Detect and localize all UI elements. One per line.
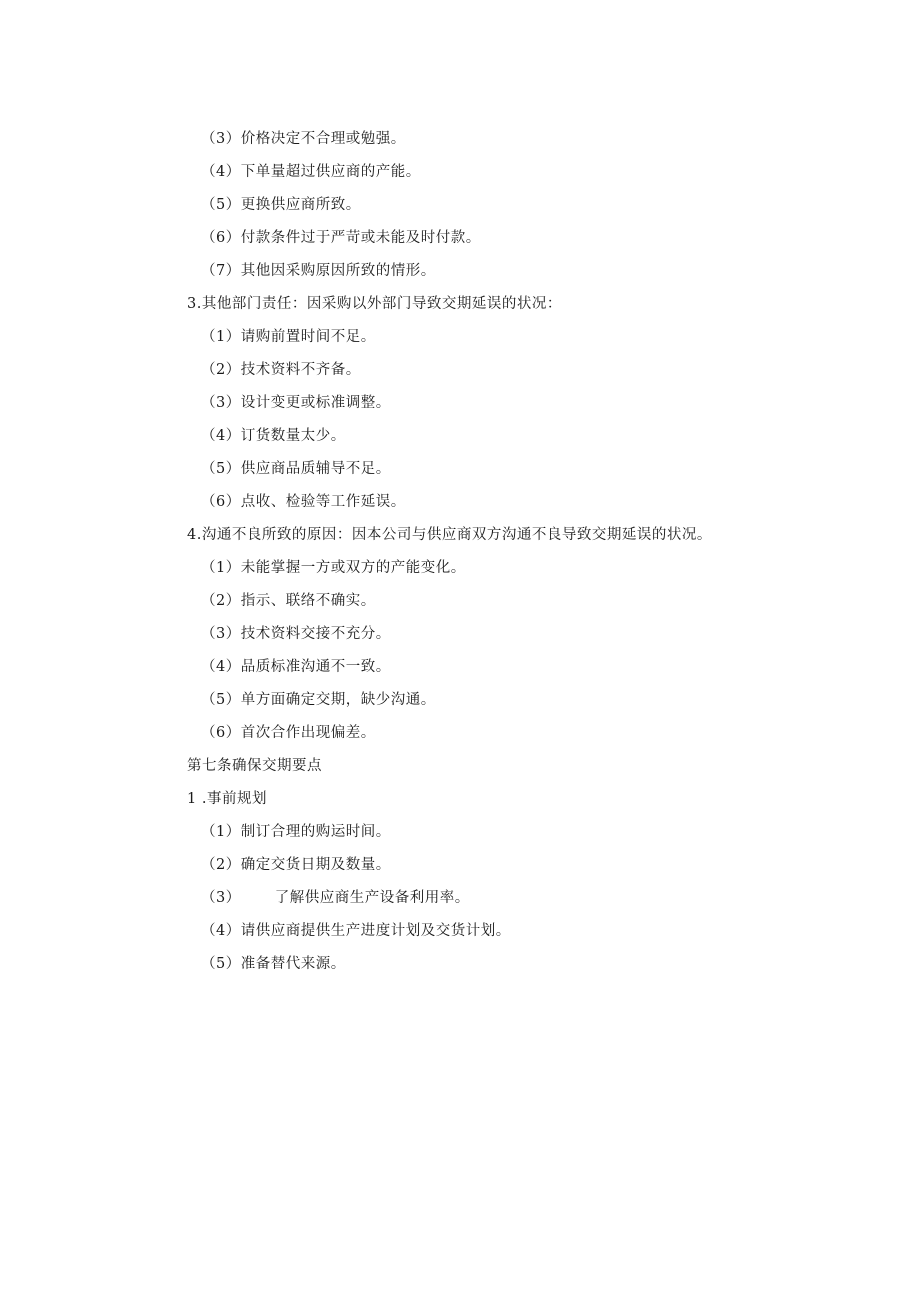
list-item: （4）品质标准沟通不一致。 [201, 659, 391, 675]
list-item: （5）更换供应商所致。 [201, 197, 361, 213]
list-item: （4）下单量超过供应商的产能。 [201, 164, 421, 180]
list-item: （1）请购前置时间不足。 [201, 329, 376, 345]
list-item-text: 了解供应商生产设备利用率。 [274, 890, 470, 906]
list-item: （7）其他因采购原因所致的情形。 [201, 263, 436, 279]
list-item: （4）请供应商提供生产进度计划及交货计划。 [201, 923, 511, 939]
list-item [0, 884, 920, 917]
list-item: （5）准备替代来源。 [201, 956, 346, 972]
list-item-number: （3） [201, 890, 241, 906]
list-item: （3）技术资料交接不充分。 [201, 626, 391, 642]
list-item: （1）制订合理的购运时间。 [201, 824, 391, 840]
section-heading: 1 .事前规划 [187, 791, 267, 807]
list-item: （2）指示、联络不确实。 [201, 593, 376, 609]
list-item: （5）单方面确定交期，缺少沟通。 [201, 692, 436, 708]
list-item: （6）付款条件过于严苛或未能及时付款。 [201, 230, 481, 246]
list-item: （5）供应商品质辅导不足。 [201, 461, 391, 477]
list-item: （3）设计变更或标准调整。 [201, 395, 391, 411]
list-item: （2）技术资料不齐备。 [201, 362, 361, 378]
article-heading: 第七条确保交期要点 [187, 758, 322, 774]
document-page [0, 125, 920, 983]
list-item: （1）未能掌握一方或双方的产能变化。 [201, 560, 466, 576]
section-heading: 4.沟通不良所致的原因：因本公司与供应商双方沟通不良导致交期延误的状况。 [187, 527, 712, 543]
section-heading: 3.其他部门责任：因采购以外部门导致交期延误的状况： [187, 296, 562, 312]
list-item: （2）确定交货日期及数量。 [201, 857, 391, 873]
list-item: （6）首次合作出现偏差。 [201, 725, 376, 741]
list-item: （3）价格决定不合理或勉强。 [201, 131, 406, 147]
list-item: （4）订货数量太少。 [201, 428, 346, 444]
list-item: （6）点收、检验等工作延误。 [201, 494, 406, 510]
